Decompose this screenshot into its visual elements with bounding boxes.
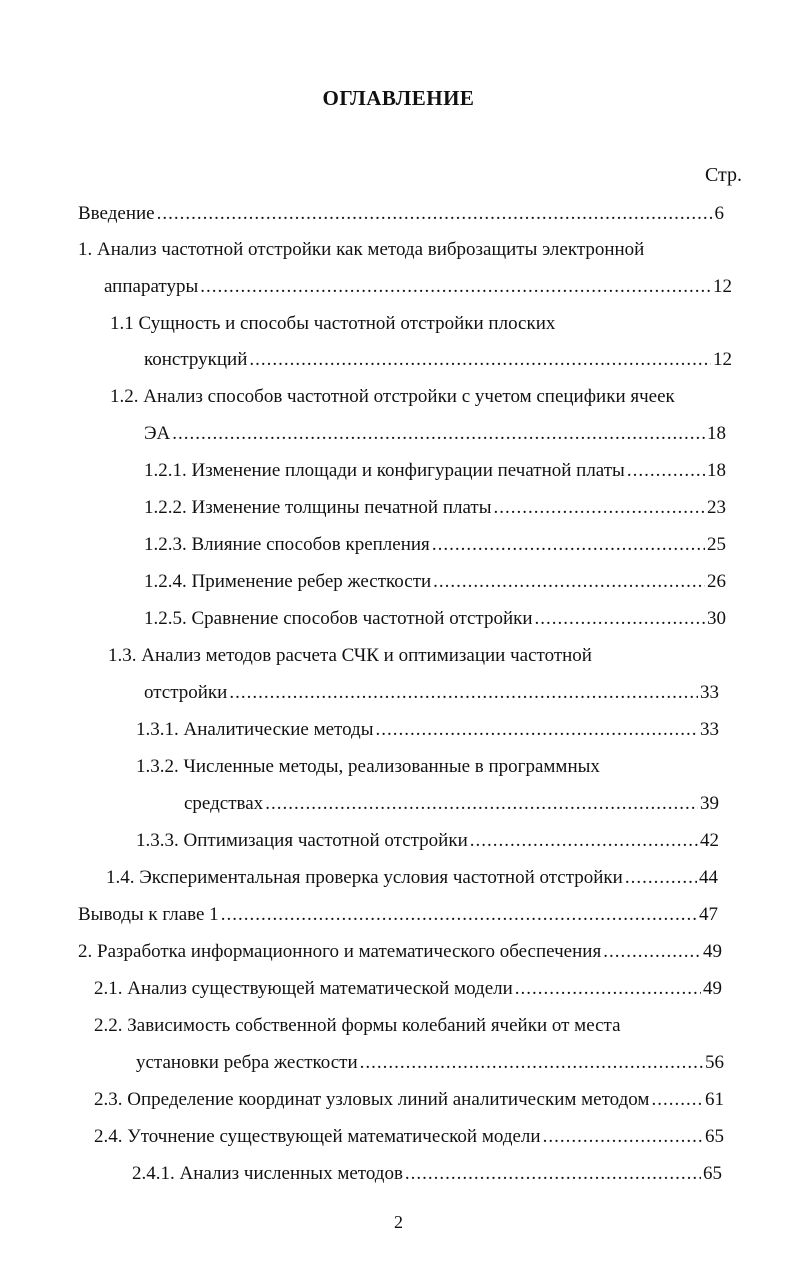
toc-entry-page: 23: [707, 497, 726, 518]
toc-entry-page: 44: [699, 867, 718, 888]
toc-leader: [603, 940, 701, 964]
toc-entry-page: 25: [707, 534, 726, 555]
toc-leader: [265, 792, 698, 816]
toc-entry-page: 39: [700, 793, 719, 814]
toc-entry: [136, 829, 719, 853]
toc-entry-page: 6: [714, 203, 724, 224]
toc-entry: [136, 718, 719, 742]
toc-entry: [144, 422, 726, 446]
toc-entry-text: 2.1. Анализ существующей математической модели: [94, 978, 513, 999]
toc-entry-page: 65: [703, 1163, 722, 1184]
toc-leader: [493, 496, 705, 520]
toc-entry-text: 1.3.2. Численные методы, реализованные в программных: [136, 756, 600, 777]
toc-leader: [515, 977, 701, 1001]
toc-leader: [651, 1088, 703, 1112]
toc-entry-text: 1.1 Сущность и способы частотной отстройки плоских: [110, 313, 556, 334]
toc-entry-page: 18: [707, 460, 726, 481]
page-title: ОГЛАВЛЕНИЕ: [322, 86, 475, 110]
toc-entry: [144, 570, 726, 594]
toc-entry-text: 1.4. Экспериментальная проверка условия частотной отстройки: [106, 867, 623, 888]
toc-leader: [229, 681, 698, 705]
toc-entry-page: 33: [700, 719, 719, 740]
toc-entry: [144, 607, 726, 631]
toc-entry-text: 1.3.1. Аналитические методы: [136, 719, 374, 740]
toc-entry-text: 2.2. Зависимость собственной формы колебаний ячейки от места: [94, 1015, 621, 1036]
toc-leader: [405, 1162, 701, 1186]
toc-entry-text: 1.3. Анализ методов расчета СЧК и оптимизации частотной: [108, 645, 592, 666]
toc-entry-text: аппаратуры: [104, 276, 199, 297]
toc-entry-text: 1.2.4. Применение ребер жесткости: [144, 571, 432, 592]
toc-entry-page: 12: [713, 276, 732, 297]
toc-entry-text: 1.3.3. Оптимизация частотной отстройки: [136, 830, 468, 851]
toc-entry-text: 2. Разработка информационного и математического обеспечения: [78, 941, 602, 962]
toc-entry: [94, 1125, 724, 1149]
toc-entry-text: установки ребра жесткости: [136, 1052, 358, 1073]
toc-leader: [432, 533, 705, 557]
toc-entry: [94, 1088, 724, 1112]
toc-entry: [144, 681, 719, 705]
toc-entry-page: 33: [700, 682, 719, 703]
toc-entry: [110, 385, 675, 409]
toc-entry-text: 1.2.2. Изменение толщины печатной платы: [144, 497, 492, 518]
toc-entry: [144, 496, 726, 520]
toc-leader: [470, 829, 698, 853]
toc-entry-text: 1.2. Анализ способов частотной отстройки с учетом специфики ячеек: [110, 386, 675, 407]
toc-entry-text: 1.2.5. Сравнение способов частотной отстройки: [144, 608, 533, 629]
toc-entry: [110, 312, 555, 336]
toc-entry: [78, 238, 644, 262]
toc-leader: [249, 348, 711, 372]
page-column-label: Стр.: [704, 164, 742, 186]
toc-entry-page: 18: [707, 423, 726, 444]
toc-entry-text: Введение: [78, 203, 155, 224]
toc-entry-text: 1. Анализ частотной отстройки как метода виброзащиты электронной: [78, 239, 645, 260]
toc-leader: [375, 718, 698, 742]
toc-entry-page: 42: [700, 830, 719, 851]
toc-entry-page: 12: [713, 349, 732, 370]
toc-entry-page: 49: [703, 941, 722, 962]
toc-entry-page: 65: [705, 1126, 724, 1147]
toc-entry: [78, 903, 718, 927]
toc-entry: [94, 1014, 621, 1038]
toc-entry: [78, 940, 722, 964]
toc-entry: [144, 533, 726, 557]
toc-entry: [184, 792, 719, 816]
toc-entry: [108, 644, 592, 668]
toc-leader: [627, 459, 705, 483]
toc-entry-page: 56: [705, 1052, 724, 1073]
toc-entry: [104, 275, 732, 299]
page-number: 2: [394, 1212, 403, 1232]
toc-entry-page: 61: [705, 1089, 724, 1110]
toc-leader: [221, 903, 697, 927]
toc-entry-page: 49: [703, 978, 722, 999]
toc-leader: [543, 1125, 703, 1149]
toc-entry-text: Выводы к главе 1: [78, 904, 219, 925]
toc-entry: [132, 1162, 722, 1186]
toc-entry-text: отстройки: [144, 682, 228, 703]
toc-entry-page: 26: [707, 571, 726, 592]
toc-entry-page: 47: [699, 904, 718, 925]
toc-entry-text: 2.4.1. Анализ численных методов: [132, 1163, 403, 1184]
toc-entry: [136, 1051, 724, 1075]
toc-entry: [136, 755, 600, 779]
toc-entry-text: 2.4. Уточнение существующей математической модели: [94, 1126, 541, 1147]
toc-entry: [144, 459, 726, 483]
toc-leader: [200, 275, 711, 299]
toc-leader: [360, 1051, 703, 1075]
toc-leader: [625, 866, 697, 890]
toc-entry-page: 30: [707, 608, 726, 629]
toc-leader: [535, 607, 705, 631]
toc-leader: [433, 570, 705, 594]
toc-entry-text: ЭА: [144, 423, 171, 444]
toc-entry-text: средствах: [184, 793, 264, 814]
toc-entry: [106, 866, 718, 890]
toc-leader: [157, 202, 713, 226]
toc-entry-text: 2.3. Определение координат узловых линий аналитическим методом: [94, 1089, 650, 1110]
toc-entry: [144, 348, 732, 372]
toc-leader: [172, 422, 705, 446]
toc-entry-text: 1.2.3. Влияние способов крепления: [144, 534, 430, 555]
toc-entry-text: конструкций: [144, 349, 248, 370]
toc-entry-text: 1.2.1. Изменение площади и конфигурации печатной платы: [144, 460, 625, 481]
toc-entry: [78, 202, 724, 226]
toc-entry: [94, 977, 722, 1001]
